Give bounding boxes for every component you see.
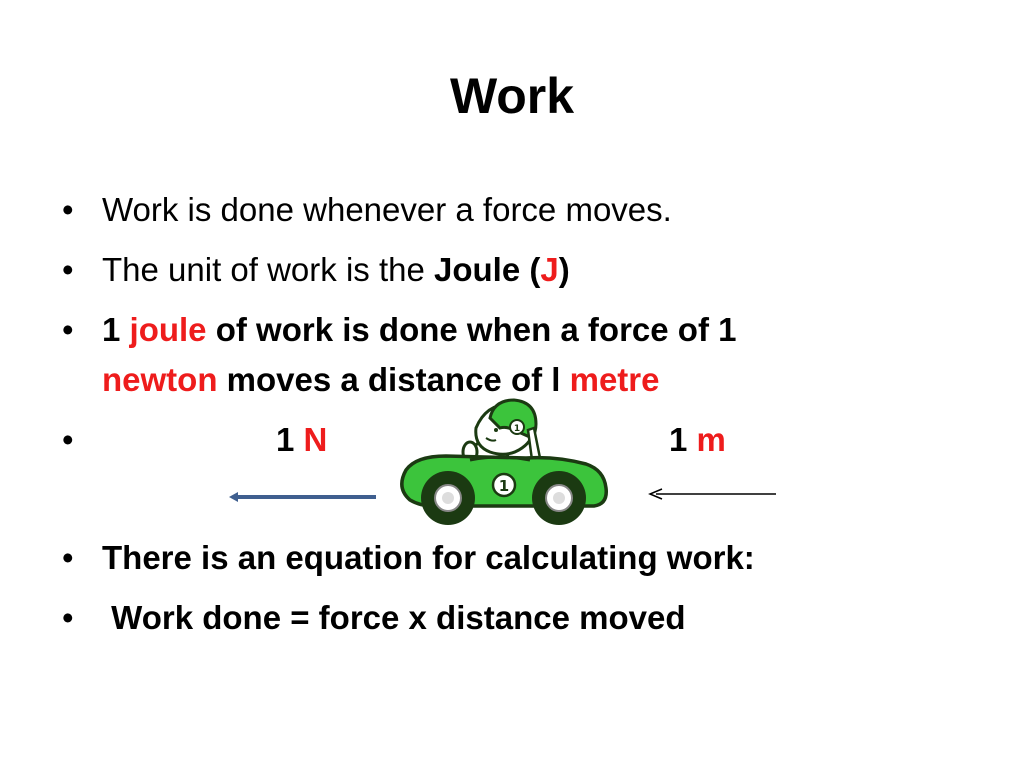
one-text: 1 [102,311,130,348]
definition-text: of work is done when a force of 1 [206,311,737,348]
bullet-text: Work done = force x distance moved [102,599,686,636]
joule-word: joule [129,311,207,348]
force-unit: N [303,421,328,458]
bullet-marker: • [62,421,74,458]
slide-title: Work [449,68,575,124]
distance-arrow [650,489,776,499]
joule-symbol: J [540,251,559,288]
bullet-marker: • [62,311,74,348]
car-number: 1 [498,477,510,495]
race-car-icon [402,400,606,525]
force-arrow [229,492,376,502]
bullet-marker: • [62,251,74,288]
unit-intro-text: The unit of work is the [102,251,434,288]
bullet-text: Work is done whenever a force moves. [102,191,672,228]
bullet-marker: • [62,539,74,576]
metre-word: metre [569,361,660,398]
newton-word: newton [102,361,218,398]
joule-paren-close: ) [558,251,570,288]
joule-label: Joule ( [433,251,541,288]
bullet-marker: • [62,191,74,228]
distance-number: 1 [669,421,697,458]
helmet-number: 1 [513,424,521,434]
force-number: 1 [276,421,304,458]
moves-text: moves a distance of l [217,361,570,398]
bullet-text: There is an equation for calculating work: [102,539,755,576]
bullet-marker: • [62,599,74,636]
distance-unit: m [696,421,726,458]
